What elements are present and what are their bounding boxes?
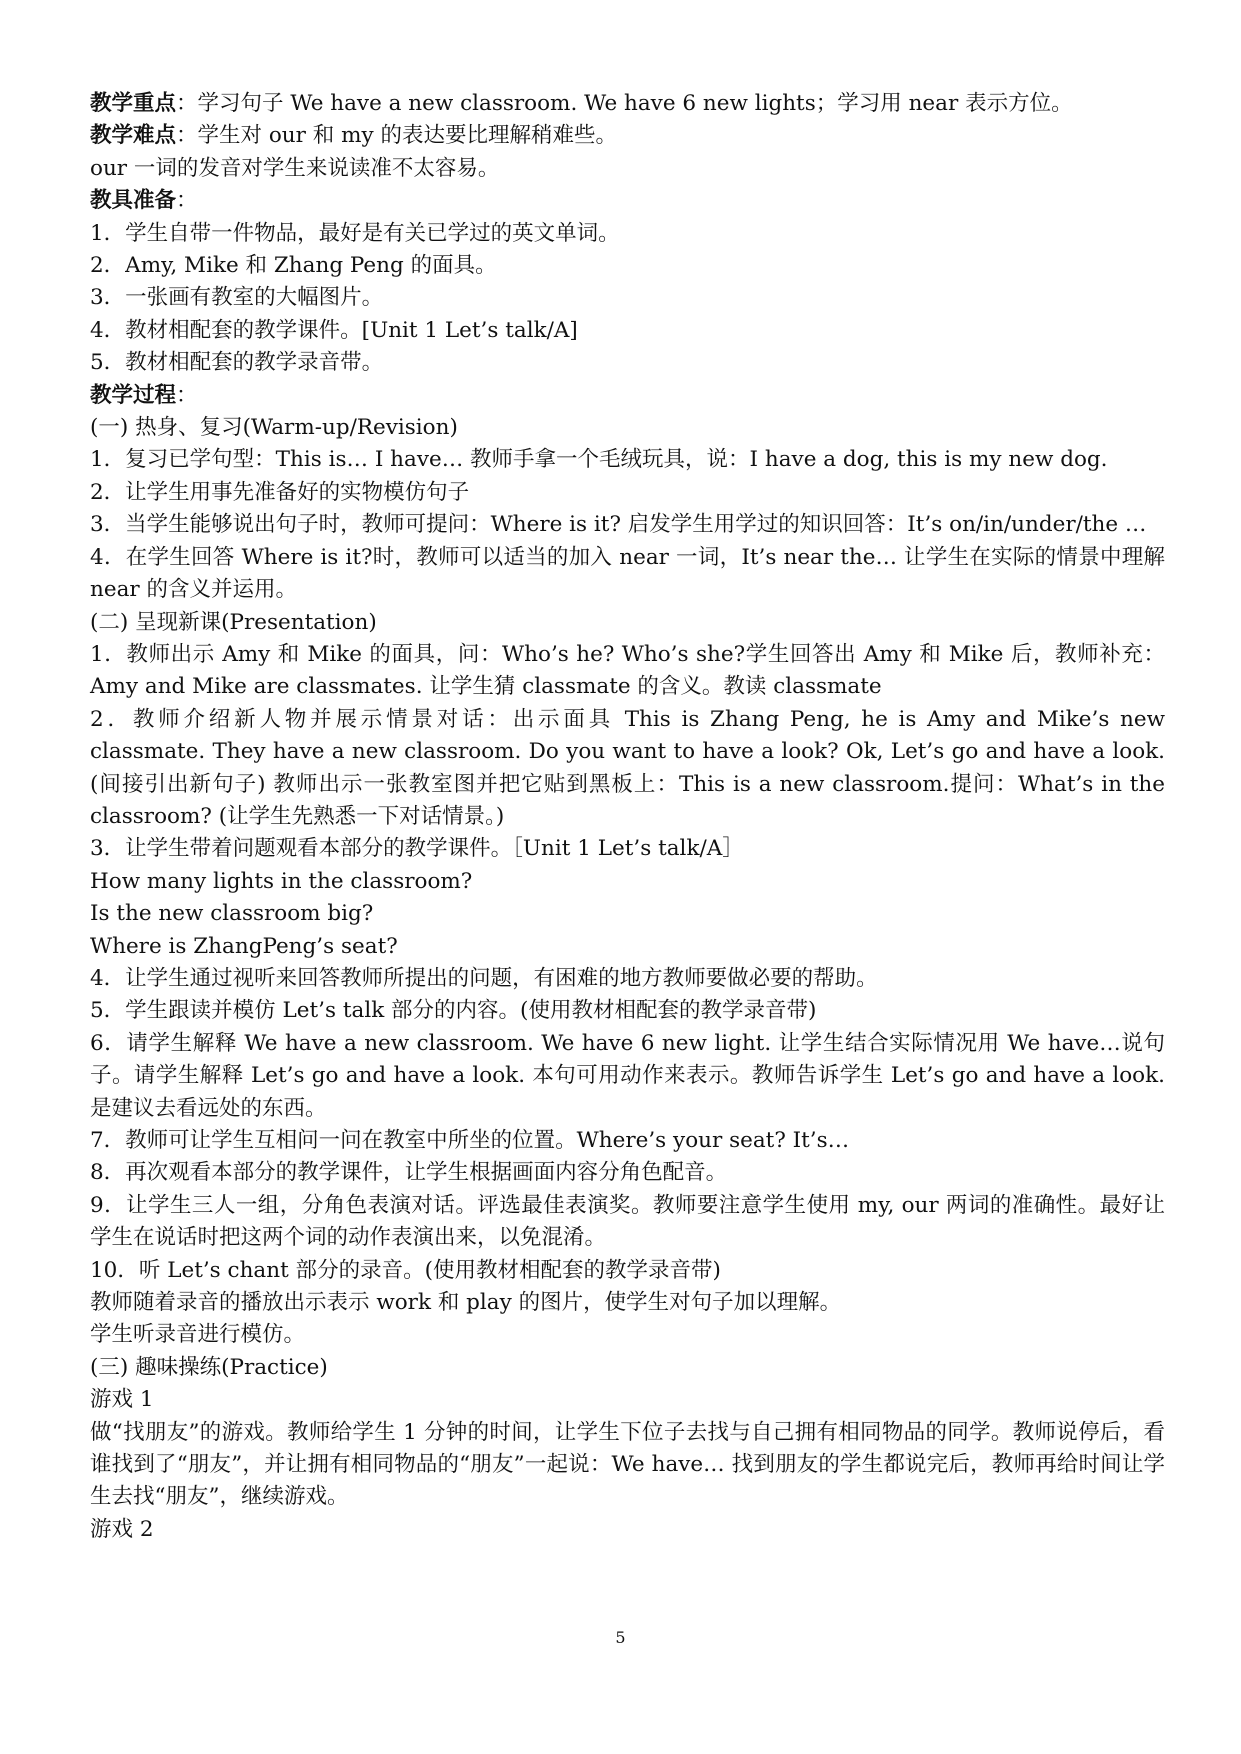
game2-title: 游戏 2 <box>90 1516 154 1542</box>
presentation-question: Where is ZhangPeng’s seat? <box>90 933 398 959</box>
page-number: 5 <box>615 1628 626 1647</box>
presentation-item: 4．让学生通过视听来回答教师所提出的问题，有困难的地方教师要做必要的帮助。 <box>90 965 878 991</box>
difficulty-text: ：学生对 our 和 my 的表达要比理解稍难些。 <box>176 123 617 149</box>
presentation-question: Is the new classroom big? <box>90 901 374 927</box>
presentation-item: 7．教师可让学生互相问一问在教室中所坐的位置。Where’s your seat? It’s… <box>90 1128 850 1153</box>
presentation-item: 学生听录音进行模仿。 <box>90 1322 306 1348</box>
process-heading: 教学过程 <box>90 382 177 408</box>
document-body <box>90 88 1165 1546</box>
presentation-item: 5．学生跟读并模仿 Let’s talk 部分的内容。(使用教材相配套的教学录音带) <box>90 998 817 1024</box>
material-item: 5．教材相配套的教学录音带。 <box>90 350 384 376</box>
presentation-item: 1．教师出示 Amy 和 Mike 的面具，问：Who’s he? Who’s she?学生回答出 Amy 和 Mike 后，教师补充：Amy and Mike are classmates. 让学生猜 classmate 的含义。教读 classmate <box>90 641 1165 700</box>
material-item: 3．一张画有教室的大幅图片。 <box>90 285 384 311</box>
warmup-item: 2．让学生用事先准备好的实物模仿句子 <box>90 479 470 505</box>
key-point-line <box>90 88 1165 120</box>
presentation-title: (二) 呈现新课(Presentation) <box>90 609 377 635</box>
presentation-item: 6．请学生解释 We have a new classroom. We have 6 new light. 让学生结合实际情况用 We have…说句子。请学生解释 Let’s go and have a look. 本句可用动作来表示。教师告诉学生 Let’s go and have a look.是建议去看远处的东西。 <box>90 1030 1165 1121</box>
key-point-text: ：学习句子 We have a new classroom. We have 6 new lights；学习用 near 表示方位。 <box>176 91 1073 116</box>
materials-heading: 教具准备 <box>90 188 177 214</box>
difficulty-line <box>90 120 1165 152</box>
presentation-item: 2．教师介绍新人物并展示情景对话：出示面具 This is Zhang Peng, he is Amy and Mike’s new classmate. They have a new classroom. Do you want to have a look? Ok, Let’s go and have a look.(间接引出新句子) 教师出示一张教室图并把它贴到黑板上：This is a new classroom.提问：What’s in the classroom? (让学生先熟悉一下对话情景。) <box>90 706 1165 829</box>
materials-heading-colon: ： <box>176 188 198 214</box>
process-heading-colon: ： <box>176 382 198 408</box>
presentation-item: 3．让学生带着问题观看本部分的教学课件。［Unit 1 Let’s talk/A］ <box>90 836 744 862</box>
difficulty-note: our 一词的发音对学生来说读准不太容易。 <box>90 155 500 181</box>
practice-title: (三) 趣味操练(Practice) <box>90 1354 328 1380</box>
game1-title: 游戏 1 <box>90 1387 154 1413</box>
key-point-label: 教学重点 <box>90 91 177 116</box>
presentation-item: 10．听 Let’s chant 部分的录音。(使用教材相配套的教学录音带) <box>90 1257 721 1283</box>
warmup-item: 4．在学生回答 Where is it?时，教师可以适当的加入 near 一词，It’s near the… 让学生在实际的情景中理解 near 的含义并运用。 <box>90 544 1165 603</box>
presentation-item: 教师随着录音的播放出示表示 work 和 play 的图片，使学生对句子加以理解。 <box>90 1290 842 1316</box>
presentation-item: 9．让学生三人一组，分角色表演对话。评选最佳表演奖。教师要注意学生使用 my, our 两词的准确性。最好让学生在说话时把这两个词的动作表演出来，以免混淆。 <box>90 1192 1165 1251</box>
presentation-item: 8．再次观看本部分的教学课件，让学生根据画面内容分角色配音。 <box>90 1160 728 1186</box>
material-item: 4．教材相配套的教学课件。[Unit 1 Let’s talk/A] <box>90 317 578 343</box>
warmup-item: 3．当学生能够说出句子时，教师可提问：Where is it? 启发学生用学过的知识回答：It’s on/in/under/the … <box>90 512 1147 538</box>
warmup-title: (一) 热身、复习(Warm-up/Revision) <box>90 415 458 441</box>
materials-heading-line <box>90 185 1165 217</box>
difficulty-label: 教学难点 <box>90 123 177 149</box>
game1-text: 做“找朋友”的游戏。教师给学生 1 分钟的时间，让学生下位子去找与自己拥有相同物品的同学。教师说停后，看谁找到了“朋友”，并让拥有相同物品的“朋友”一起说：We have… 找到朋友的学生都说完后，教师再给时间让学生去找“朋友”，继续游戏。 <box>90 1419 1165 1510</box>
process-heading-line <box>90 380 1165 412</box>
presentation-question: How many lights in the classroom? <box>90 868 473 894</box>
material-item: 1．学生自带一件物品，最好是有关已学过的英文单词。 <box>90 220 620 246</box>
warmup-item: 1．复习已学句型：This is… I have… 教师手拿一个毛绒玩具，说：I have a dog, this is my new dog. <box>90 447 1108 473</box>
material-item: 2．Amy, Mike 和 Zhang Peng 的面具。 <box>90 253 497 279</box>
